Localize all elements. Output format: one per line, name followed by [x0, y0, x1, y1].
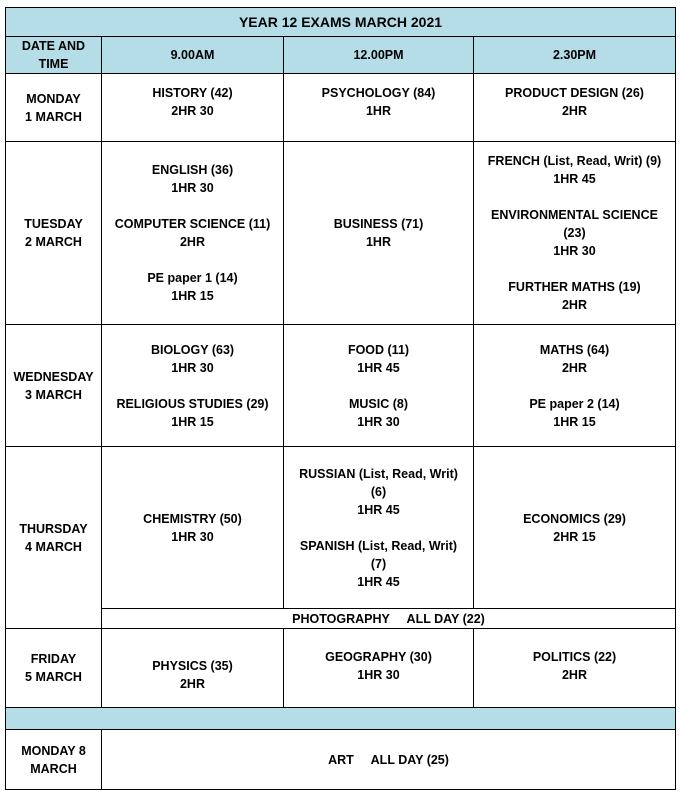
day-name: FRIDAY: [30, 652, 77, 666]
exam-name-cont: (6): [370, 484, 387, 499]
day-cell-friday: [6, 629, 102, 708]
exam-cell: [284, 447, 474, 609]
day-name: TUESDAY: [24, 217, 83, 231]
exam-name: BIOLOGY (63): [150, 342, 235, 357]
exam-name: BUSINESS (71): [333, 217, 424, 231]
exam-cell: [284, 629, 474, 708]
exam-duration: 1HR 45: [553, 172, 596, 186]
exam-cell: [102, 142, 284, 325]
exam-name: HISTORY (42): [152, 86, 233, 100]
exam-name: PE paper 1 (14): [147, 271, 238, 285]
exam-duration: 1HR 30: [171, 181, 214, 195]
header-date-line1: DATE AND: [21, 39, 86, 53]
exam-name: PE paper 2 (14): [529, 396, 620, 411]
exam-cell: [474, 325, 676, 447]
exam-duration: 2HR 15: [553, 529, 596, 544]
exam-name-cont: (7): [370, 556, 387, 571]
exam-name: COMPUTER SCIENCE (11): [114, 217, 271, 231]
exam-duration: 2HR: [561, 360, 587, 375]
exam-cell: [474, 629, 676, 708]
day-cell-tuesday: [6, 142, 102, 325]
exam-name: PRODUCT DESIGN (26): [505, 86, 644, 100]
day-cell-monday: [6, 74, 102, 142]
exam-duration: 1HR 30: [171, 360, 214, 375]
exam-name: ECONOMICS (29): [523, 511, 626, 526]
day-date: 5 MARCH: [25, 670, 82, 684]
exam-name: ENGLISH (36): [151, 163, 234, 177]
exam-duration: 1HR 30: [171, 529, 214, 544]
exam-name: RELIGIOUS STUDIES (29): [116, 396, 269, 411]
allday-art: ART ALL DAY (25): [102, 730, 676, 790]
day-name: WEDNESDAY: [13, 369, 94, 384]
header-date-time: [6, 37, 102, 74]
exam-timetable: [5, 7, 676, 790]
exam-duration: 1HR 15: [553, 414, 596, 429]
exam-duration: 1HR 15: [171, 414, 214, 429]
day-name: MONDAY 8: [21, 743, 86, 758]
exam-duration: 1HR 30: [553, 244, 596, 258]
day-date: MARCH: [30, 761, 77, 776]
day-date: 2 MARCH: [25, 235, 82, 249]
header-slot-1: 9.00AM: [102, 37, 284, 74]
exam-duration: 1HR 45: [357, 574, 400, 589]
exam-duration: 1HR 15: [171, 289, 214, 303]
exam-cell: [474, 447, 676, 609]
exam-cell: [102, 325, 284, 447]
spacer-row: [6, 708, 676, 730]
exam-name: CHEMISTRY (50): [143, 511, 242, 526]
exam-cell: [102, 74, 284, 142]
exam-name: MATHS (64): [539, 342, 610, 357]
day-date: 3 MARCH: [25, 387, 82, 402]
exam-name: FRENCH (List, Read, Writ) (9): [487, 154, 662, 168]
exam-cell: [284, 325, 474, 447]
exam-duration: 2HR: [179, 235, 205, 249]
exam-duration: 2HR: [561, 298, 587, 312]
day-cell-wednesday: [6, 325, 102, 447]
exam-name: PSYCHOLOGY (84): [321, 86, 436, 100]
exam-name: FOOD (11): [347, 342, 410, 357]
exam-duration: 2HR: [561, 104, 587, 118]
allday-photography: PHOTOGRAPHY ALL DAY (22): [102, 609, 676, 629]
day-name: THURSDAY: [19, 521, 88, 536]
exam-name: SPANISH (List, Read, Writ): [299, 538, 458, 553]
day-name: MONDAY: [26, 91, 81, 106]
exam-cell: [102, 447, 284, 609]
exam-name: FURTHER MATHS (19): [508, 280, 641, 294]
exam-cell: [474, 74, 676, 142]
day-date: 1 MARCH: [25, 109, 82, 124]
exam-cell: [284, 142, 474, 325]
exam-name: MUSIC (8): [348, 396, 409, 411]
exam-duration: 2HR: [561, 668, 587, 682]
header-slot-2: 12.00PM: [284, 37, 474, 74]
day-cell-thursday: [6, 447, 102, 629]
exam-cell: [102, 629, 284, 708]
exam-duration: 1HR: [365, 235, 391, 249]
header-date-line2: TIME: [38, 57, 69, 71]
exam-duration: 2HR: [179, 677, 205, 691]
exam-cell: [284, 74, 474, 142]
day-date: 4 MARCH: [25, 539, 82, 554]
exam-name: GEOGRAPHY (30): [325, 650, 432, 664]
exam-name: ENVIRONMENTAL SCIENCE: [491, 208, 658, 222]
exam-duration: 2HR 30: [171, 104, 214, 118]
exam-duration: 1HR 45: [357, 360, 400, 375]
exam-name: RUSSIAN (List, Read, Writ): [299, 466, 458, 481]
exam-name: PHYSICS (35): [152, 659, 233, 673]
exam-cell: [474, 142, 676, 325]
exam-duration: 1HR 30: [357, 668, 400, 682]
exam-duration: 1HR 45: [357, 502, 400, 517]
day-cell-monday-8: [6, 730, 102, 790]
header-slot-3: 2.30PM: [474, 37, 676, 74]
exam-name: POLITICS (22): [532, 650, 617, 664]
timetable-title: YEAR 12 EXAMS MARCH 2021: [6, 8, 676, 37]
exam-name-cont: (23): [563, 226, 586, 240]
exam-duration: 1HR 30: [357, 414, 400, 429]
exam-duration: 1HR: [365, 104, 391, 118]
